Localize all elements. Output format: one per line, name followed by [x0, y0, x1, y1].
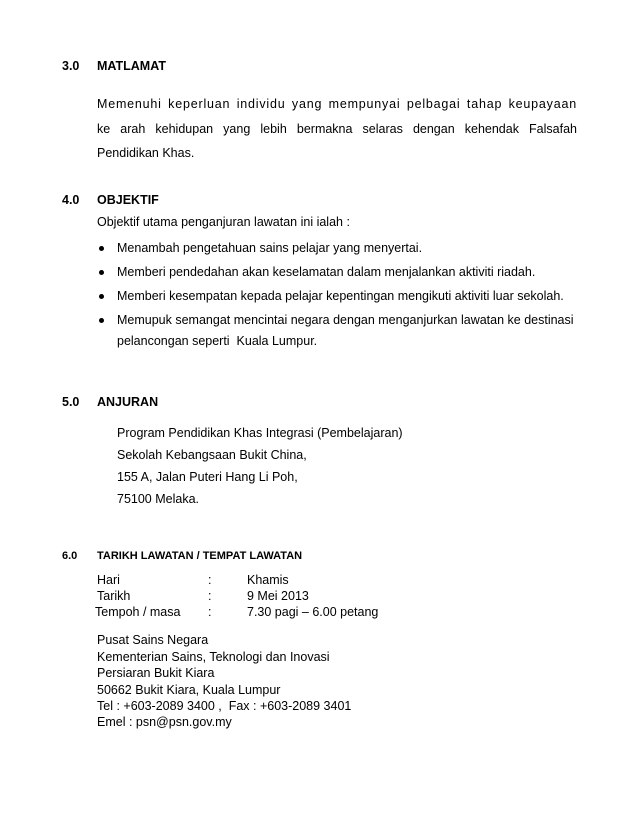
detail-label-date: Tarikh — [97, 589, 131, 603]
venue-phone-fax: Tel : +603-2089 3400 , Fax : +603-2089 3401 — [97, 699, 352, 713]
detail-separator: : — [208, 589, 212, 603]
objective-item-2: Memberi pendedahan akan keselamatan dalam menjalankan aktiviti riadah. — [117, 265, 536, 279]
venue-email: Emel : psn@psn.gov.my — [97, 715, 232, 729]
section-5-number: 5.0 — [62, 395, 80, 409]
section-3-heading: MATLAMAT — [97, 59, 166, 73]
section-4-heading: OBJEKTIF — [97, 193, 159, 207]
bullet-icon — [99, 318, 104, 323]
detail-separator: : — [208, 573, 212, 587]
detail-value-day: Khamis — [247, 573, 289, 587]
section-3-line-1: Memenuhi keperluan individu yang mempunyai pelbagai tahap keupayaan — [97, 97, 577, 111]
bullet-icon — [99, 246, 104, 251]
venue-line-2: Kementerian Sains, Teknologi dan Inovasi — [97, 650, 330, 664]
detail-label-day: Hari — [97, 573, 120, 587]
bullet-icon — [99, 270, 104, 275]
objective-item-3: Memberi kesempatan kepada pelajar kepentingan mengikuti aktiviti luar sekolah. — [117, 289, 564, 303]
objective-item-1: Menambah pengetahuan sains pelajar yang menyertai. — [117, 241, 423, 255]
organizer-line-2: Sekolah Kebangsaan Bukit China, — [117, 448, 307, 462]
section-3-line-3: Pendidikan Khas. — [97, 146, 195, 160]
organizer-line-4: 75100 Melaka. — [117, 492, 200, 506]
section-4-number: 4.0 — [62, 193, 80, 207]
objective-item-4-continuation: pelancongan seperti Kuala Lumpur. — [117, 334, 318, 348]
section-3-line-2: ke arah kehidupan yang lebih bermakna selaras dengan kehendak Falsafah — [97, 122, 577, 136]
objective-item-4: Memupuk semangat mencintai negara dengan menganjurkan lawatan ke destinasi — [117, 313, 574, 327]
bullet-icon — [99, 294, 104, 299]
organizer-line-3: 155 A, Jalan Puteri Hang Li Poh, — [117, 470, 298, 484]
venue-line-1: Pusat Sains Negara — [97, 633, 209, 647]
venue-line-4: 50662 Bukit Kiara, Kuala Lumpur — [97, 683, 281, 697]
detail-separator: : — [208, 605, 212, 619]
section-6-heading: TARIKH LAWATAN / TEMPAT LAWATAN — [97, 550, 303, 562]
detail-value-date: 9 Mei 2013 — [247, 589, 309, 603]
section-4-intro: Objektif utama penganjuran lawatan ini ialah : — [97, 215, 350, 229]
section-5-heading: ANJURAN — [97, 395, 159, 409]
detail-value-duration: 7.30 pagi – 6.00 petang — [247, 605, 379, 619]
organizer-line-1: Program Pendidikan Khas Integrasi (Pembelajaran) — [117, 426, 403, 440]
section-3-number: 3.0 — [62, 59, 80, 73]
section-6-number: 6.0 — [62, 550, 78, 562]
venue-line-3: Persiaran Bukit Kiara — [97, 666, 215, 680]
detail-label-duration: Tempoh / masa — [95, 605, 181, 619]
